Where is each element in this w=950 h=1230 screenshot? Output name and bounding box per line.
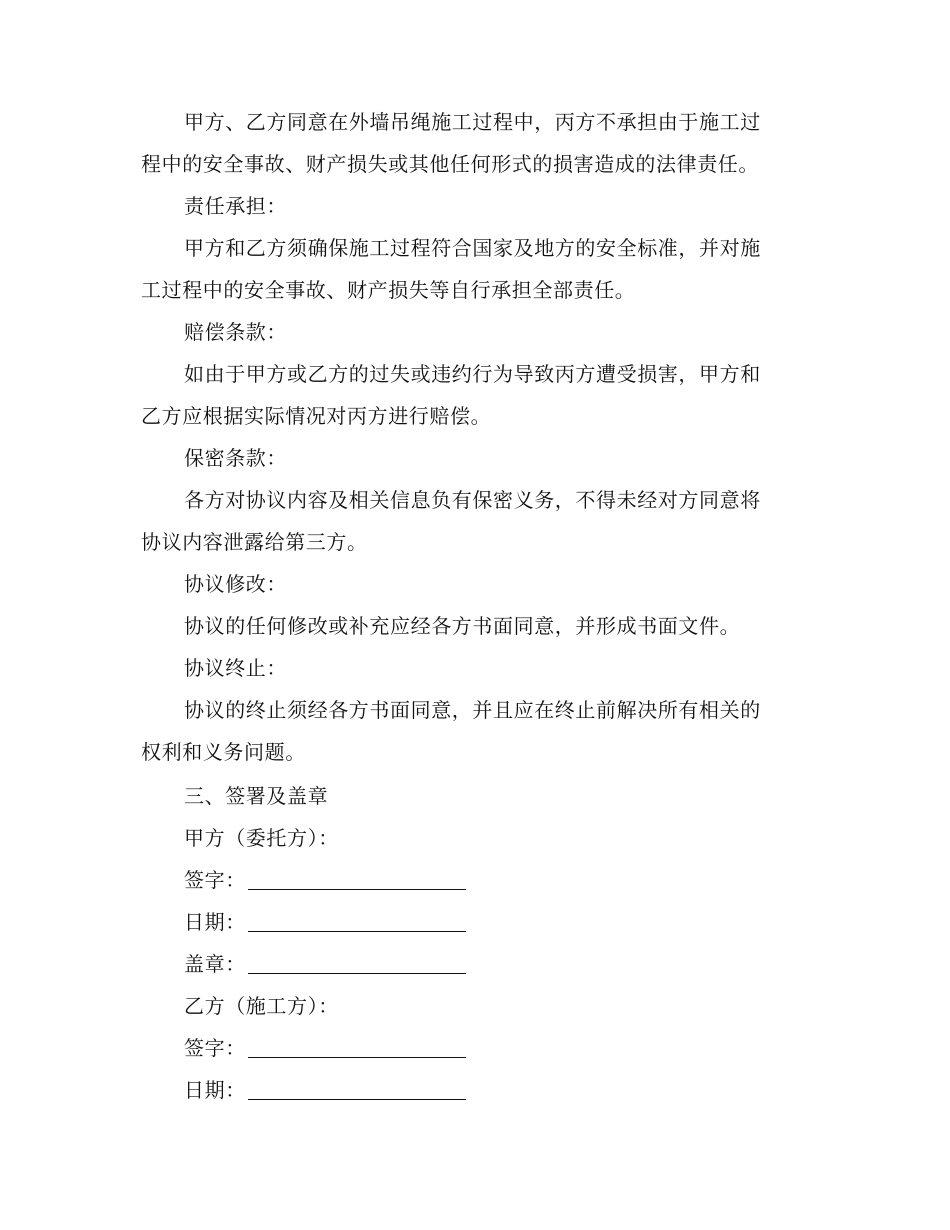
heading-amendment: 协议修改： bbox=[184, 572, 287, 596]
heading-confidentiality: 保密条款： bbox=[184, 446, 287, 470]
party-a-date-blank[interactable] bbox=[248, 911, 466, 932]
heading-compensation: 赔偿条款： bbox=[184, 320, 287, 344]
paragraph-compensation-line-2: 乙方应根据实际情况对丙方进行赔偿。 bbox=[141, 404, 492, 428]
party-a-signature-row bbox=[184, 866, 844, 894]
heading-termination: 协议终止： bbox=[184, 656, 287, 680]
paragraph-confidentiality-line-1: 各方对协议内容及相关信息负有保密义务，不得未经对方同意将 bbox=[184, 488, 761, 512]
party-a-date-row bbox=[184, 908, 844, 936]
paragraph-disclaimer-line-1: 甲方、乙方同意在外墙吊绳施工过程中，丙方不承担由于施工过 bbox=[184, 110, 761, 134]
paragraph-confidentiality-line-2: 协议内容泄露给第三方。 bbox=[141, 530, 368, 554]
party-a-seal-blank[interactable] bbox=[248, 953, 466, 974]
paragraph-termination-line-2: 权利和义务问题。 bbox=[141, 740, 306, 764]
party-a-signature-label: 签字： bbox=[184, 868, 246, 892]
party-a-date-label: 日期： bbox=[184, 910, 246, 934]
paragraph-disclaimer-line-2: 程中的安全事故、财产损失或其他任何形式的损害造成的法律责任。 bbox=[141, 152, 759, 176]
party-b-date-row bbox=[184, 1076, 844, 1104]
paragraph-liability-line-2: 工过程中的安全事故、财产损失等自行承担全部责任。 bbox=[141, 278, 636, 302]
party-a-title: 甲方（委托方）： bbox=[184, 826, 339, 850]
paragraph-amendment-line-1: 协议的任何修改或补充应经各方书面同意，并形成书面文件。 bbox=[184, 614, 741, 638]
party-b-title: 乙方（施工方）： bbox=[184, 994, 339, 1018]
party-b-signature-row bbox=[184, 1034, 844, 1062]
heading-liability: 责任承担： bbox=[184, 194, 287, 218]
party-b-signature-label: 签字： bbox=[184, 1036, 246, 1060]
party-a-seal-row bbox=[184, 950, 844, 978]
paragraph-termination-line-1: 协议的终止须经各方书面同意，并且应在终止前解决所有相关的 bbox=[184, 698, 761, 722]
paragraph-liability-line-1: 甲方和乙方须确保施工过程符合国家及地方的安全标准，并对施 bbox=[184, 236, 761, 260]
party-b-signature-blank[interactable] bbox=[248, 1037, 466, 1058]
paragraph-compensation-line-1: 如由于甲方或乙方的过失或违约行为导致丙方遭受损害，甲方和 bbox=[184, 362, 761, 386]
party-b-date-label: 日期： bbox=[184, 1078, 246, 1102]
party-a-seal-label: 盖章： bbox=[184, 952, 246, 976]
heading-signing-section: 三、签署及盖章 bbox=[184, 784, 329, 808]
party-a-signature-blank[interactable] bbox=[248, 869, 466, 890]
party-b-date-blank[interactable] bbox=[248, 1079, 466, 1100]
